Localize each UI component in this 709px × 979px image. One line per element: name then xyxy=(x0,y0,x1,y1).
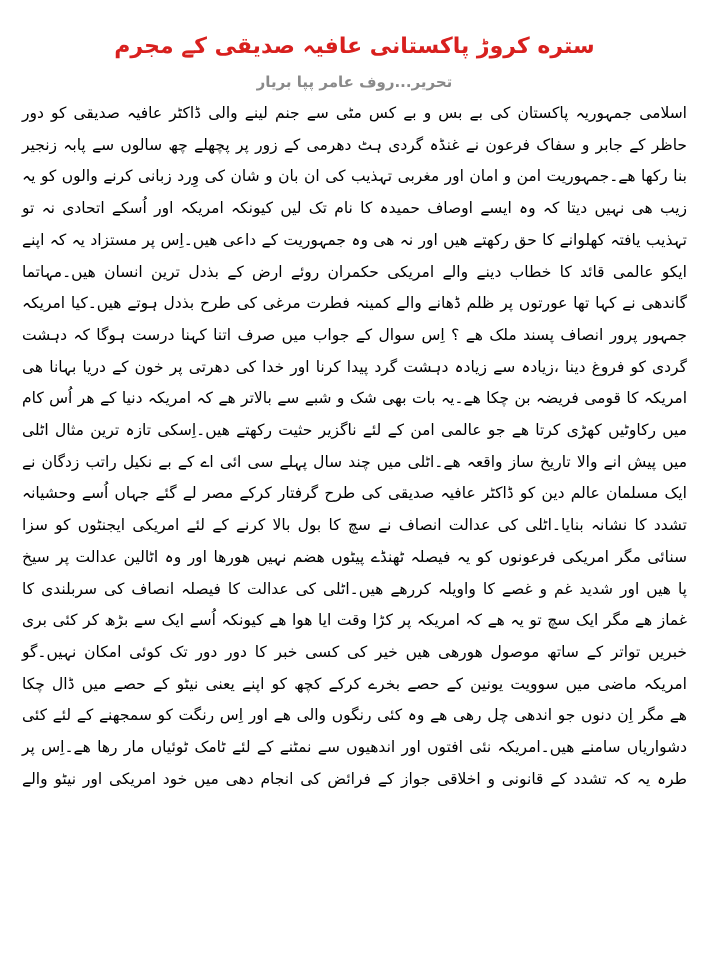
article-body-line: ایک مسلمان عالم دین کو ڈاکٹر عافیہ صدیقی کی طرح گرفتار کرکے مصر لے گئے جہاں اُسے وحشیانہ xyxy=(22,484,687,503)
article-body-line: خبریں تواتر کے ساتھ موصول ھورھی ھیں خیر کی کسی خبر کا دور دور تک کوئی امکان نہیں۔گو xyxy=(22,642,687,661)
article-body-line: زیب ھی نہیں دیتا کہ وہ ایسے اوصاف حمیدہ کا نام تک لیں کیونکہ امریکہ اور اُسکے اتحادی نہ تو xyxy=(22,199,687,218)
article-body-line: غماز ھے مگر ایک سچ تو یہ ھے کہ امریکہ پر کڑا وقت ایا ھوا ھے کیونکہ اُسے ایک سے بڑھ کر کئی بری xyxy=(22,611,687,630)
article-body-line: جمہور پرور انصاف پسند ملک ھے ؟ اِس سوال کے جواب میں صرف اتنا کہنا درست ہوگا کہ دہشت xyxy=(22,325,687,344)
article-body-line: امریکہ ماضی میں سوویت یونین کے حصے بخرے کرکے کچھ کو اپنے یعنی نیٹو کے حصے میں ڈال چکا xyxy=(22,674,687,693)
article-body-line: ھے مگر اِن دنوں جو اندھی چل رھی ھے وہ کئی رنگوں والی ھے اور اِس رنگت کو سمجھنے کے لئے کئی xyxy=(22,706,687,725)
article-body-line: پا ھیں اور شدید غم و غصے کا واویلہ کررھے ھیں۔اٹلی کی عدالت کا فیصلہ انصاف کی سربلندی کا xyxy=(22,579,687,598)
article-title: ستره کروڑ پاکستانی عافیہ صدیقی کے مجرم xyxy=(114,34,595,59)
article-body-line: حاظر کے جابر و سفاک فرعون نے غنڈہ گردی ہٹ دھرمی کے زور پر پچھلے چھ سالوں سے پابہ زنجیر xyxy=(22,135,687,154)
article-body-line: اسلامی جمہوریہ پاکستان کی بے بس و بے کس مٹی سے جنم لینے والی ڈاکٹر عافیہ صدیقی کو دور xyxy=(22,104,687,122)
article-body-line: امریکہ کا قومی فریضہ بن چکا ھے۔یہ بات بھی شک و شبے سے بالاتر ھے کہ امریکہ دنیا کے ھر اُس کام xyxy=(22,389,687,408)
article-body-line: دشواریاں سامنے ھیں۔امریکہ نئی افتوں اور اندھیوں سے نمٹنے کے لئے ٹامک ٹوئیاں مار رھا ھے۔اِس پر xyxy=(22,738,687,757)
article-body-line: گردی کو فروغ دینا ،زیادہ سے زیادہ دہشت گرد پیدا کرنا اور خدا کی دھرتی پر خون کے دریا بہانا ھی xyxy=(22,357,687,376)
article-body-line: تشدد کا نشانہ بنایا۔اٹلی کی عدالت انصاف نے سچ کا بول بالا کرنے کے لئے امریکی ایجنٹوں کو سزا xyxy=(22,516,687,535)
article-body-line: میں پیش انے والا تاریخ ساز واقعہ ھے۔اٹلی میں چند سال پہلے سی ائی اے کے بے نکیل راتب زدگان نے xyxy=(22,452,687,471)
article-body-line: ایکو عالمی قائد کا خطاب دینے والے امریکی حکمران روئے ارض کے بذدل ترین انسان ھیں۔مہاتما xyxy=(22,262,687,281)
article-body-line: طرہ یہ کہ تشدد کے قانونی و اخلاقی جواز کے فرائض کی انجام دھی میں خود امریکی اور نیٹو والے xyxy=(22,769,687,788)
article-body-line: بنا رکھا ھے۔جمہوریت امن و امان اور مغربی تہذیب کی ان بان و شان کی وِرد زبانی کرنے والوں کو یہ xyxy=(22,167,687,186)
article-body-line: تہذیب یافتہ کھلوانے کا حق رکھتے ھیں اور نہ ھی وہ جمہوریت کے داعی ھیں۔اِس پر مستزاد یہ کہ اپنے xyxy=(22,230,687,249)
article-body xyxy=(22,98,687,795)
article-body-line: میں رکاوٹیں کھڑی کرتا ھے جو عالمی امن کے لئے ناگزیر حثیت رکھتے ھیں۔اِسکی تازہ ترین مثال اٹلی xyxy=(22,421,687,440)
article-byline: تحریر...روف عامر پپا بریار xyxy=(256,73,453,91)
article-body-line: گاندھی نے کہا تھا عورتوں پر ظلم ڈھانے والے کمینہ فطرت مرغی کی طرح بذدل ہوتے ھیں۔کیا امریکہ xyxy=(22,294,687,313)
article-body-line: سنائی مگر امریکی فرعونوں کو یہ فیصلہ ٹھنڈے پیٹوں ھضم نہیں ھورھا اور وہ اٹالین عدالت پر سیخ xyxy=(22,547,687,566)
